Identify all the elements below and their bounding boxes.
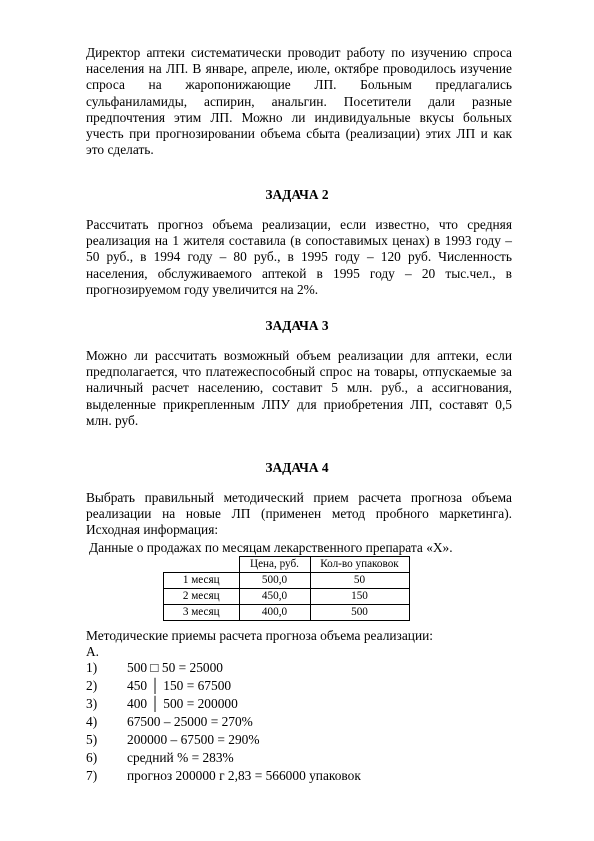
table-cell-qty: 500 xyxy=(310,605,409,621)
method-step xyxy=(86,750,234,766)
table-caption: Данные о продажах по месяцам лекарственного препарата «Х». xyxy=(89,540,453,555)
task3-paragraph: Можно ли рассчитать возможный объем реализации для аптеки, если предполагается, что платежеспособный спрос на товары, отпускаемые за наличный расчет населению, составит 5 млн. руб., а ассигнования, выделенные прикрепленным ЛПУ для приобретения ЛП, составят 0,5 млн. руб. xyxy=(86,348,512,428)
intro-paragraph: Директор аптеки систематически проводит работу по изучению спроса населения на ЛП. В январе, апреле, июле, октябре проводилось изучение спроса на жаропонижающие ЛП. Больным предлагались сульфаниламиды, аспирин, анальгин. Посетители дали разные предпочтения этим ЛП. Можно ли индивидуальные вкусы больных учесть при прогнозировании объема сбыта (реализации) этих ЛП и как это сделать. xyxy=(86,45,512,158)
table-cell-qty: 50 xyxy=(310,573,409,589)
step-text: 400 │ 500 = 200000 xyxy=(127,696,238,711)
method-step xyxy=(86,660,223,676)
method-step xyxy=(86,696,238,712)
task4-heading: ЗАДАЧА 4 xyxy=(265,460,329,475)
table-header-blank xyxy=(164,557,240,573)
table-row xyxy=(164,573,410,589)
task3-heading: ЗАДАЧА 3 xyxy=(265,318,329,333)
step-text: 67500 – 25000 = 270% xyxy=(127,714,253,729)
step-number: 5) xyxy=(86,732,98,747)
step-text: средний % = 283% xyxy=(127,750,234,765)
method-step xyxy=(86,768,361,784)
step-number: 1) xyxy=(86,660,98,675)
step-text: 500 □ 50 = 25000 xyxy=(127,660,223,675)
method-step xyxy=(86,714,253,730)
table-header-row xyxy=(164,557,410,573)
table-cell-price: 500,0 xyxy=(239,573,310,589)
table-row xyxy=(164,589,410,605)
table-row xyxy=(164,605,410,621)
table-cell-month: 3 месяц xyxy=(164,605,240,621)
table-cell-month: 2 месяц xyxy=(164,589,240,605)
methods-title: Методические приемы расчета прогноза объема реализации: xyxy=(86,628,434,643)
task2-paragraph: Рассчитать прогноз объема реализации, если известно, что средняя реализация на 1 жителя составила (в сопоставимых ценах) в 1993 году – 50 руб., в 1994 году – 80 руб., в 1995 году – 120 руб. Численность населения, обслуживаемого аптекой в 1995 году – 20 тыс.чел., в прогнозируемом году увеличится на 2%. xyxy=(86,217,512,297)
step-number: 7) xyxy=(86,768,98,783)
step-number: 2) xyxy=(86,678,98,693)
table-cell-price: 400,0 xyxy=(239,605,310,621)
step-text: 200000 – 67500 = 290% xyxy=(127,732,260,747)
method-step xyxy=(86,732,260,748)
table-cell-month: 1 месяц xyxy=(164,573,240,589)
step-number: 4) xyxy=(86,714,98,729)
sales-table xyxy=(163,556,410,621)
task2-heading: ЗАДАЧА 2 xyxy=(265,187,329,202)
step-text: прогноз 200000 г 2,83 = 566000 упаковок xyxy=(127,768,361,783)
step-number: 6) xyxy=(86,750,98,765)
task4-paragraph: Выбрать правильный методический прием расчета прогноза объема реализации на новые ЛП (применен метод пробного маркетинга). Исходная информация: xyxy=(86,490,512,538)
table-cell-price: 450,0 xyxy=(239,589,310,605)
table-header-qty: Кол-во упаковок xyxy=(310,557,409,573)
table-header-price: Цена, руб. xyxy=(239,557,310,573)
method-step xyxy=(86,678,231,694)
table-cell-qty: 150 xyxy=(310,589,409,605)
step-text: 450 │ 150 = 67500 xyxy=(127,678,232,693)
variant-label: А. xyxy=(86,644,100,659)
step-number: 3) xyxy=(86,696,98,711)
